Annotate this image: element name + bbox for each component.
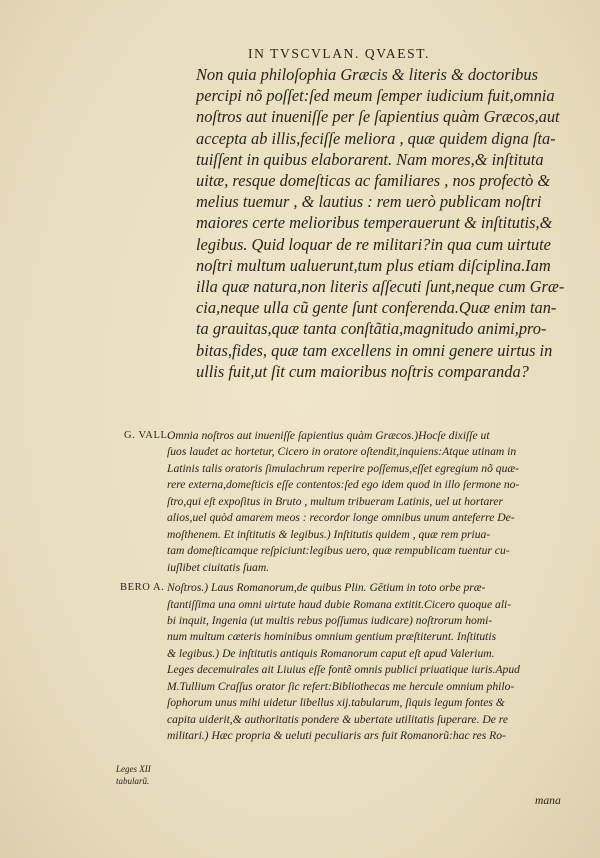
- main-text-line: legibus. Quid loquar de re militari?in qua cum uirtute: [196, 234, 551, 254]
- commentary-line: ſtantiſſima una omni uirtute haud dubie Romana extitit.Cicero quoque ali-: [167, 597, 512, 611]
- commentary-block: [167, 428, 580, 745]
- commentary-line: Latinis talis oratoris ſimulachrum reperire poſſemus,eſſet egregium nõ quæ-: [167, 461, 519, 475]
- main-text-line: ta grauitas,quæ tanta conſtãtia,magnitudo animi,pro-: [196, 319, 547, 339]
- commentary-line: rere externa,domeſticis eſſe contentos:ſed ego idem quod in illo ſermone no-: [167, 478, 520, 492]
- main-text-line: melius tuemur , & lautius : rem uerò publicam noſtri: [196, 192, 542, 212]
- main-text-line: uitæ, resque domeſticas ac familiares , nos profectò &: [196, 171, 551, 191]
- main-text-line: noſtros aut inueniſſe per ſe ſapientius quàm Græcos,aut: [196, 107, 560, 127]
- commentary-line: ſophorum unus mihi uidetur libellus xij.tabularum, ſiquis legum fontes &: [167, 696, 505, 710]
- main-text-line: noſtri multum ualuerunt,tum plus etiam diſciplina.Iam: [196, 255, 551, 275]
- main-text-block: [196, 64, 580, 382]
- catchword: mana: [535, 794, 561, 807]
- margin-note-line: Leges XII: [116, 764, 151, 774]
- commentator-label-beroa: BERO A.: [120, 582, 165, 593]
- main-text-line: maiores certe melioribus temperauerunt & inſtitutis,&: [196, 213, 553, 233]
- commentator-label-valla: G. VALL.: [124, 430, 171, 441]
- commentary-line: bi inquit, Ingenia (ut multis rebus poſſumus iudicare) noſtrorum homi-: [167, 613, 493, 627]
- commentary-line: Leges decemuirales ait Liuius eſſe fontẽ omnis publici priuatique iuris.Apud: [167, 663, 520, 677]
- main-text-line: cia,neque ulla cũ gente ſunt conferenda.Quæ enim tan-: [196, 298, 557, 318]
- commentary-line: alios,uel quòd amarem meos : recordor longe omnibus unum anteferre De-: [167, 511, 515, 525]
- margin-note-line: tabularũ.: [116, 776, 150, 786]
- commentary-line: tam domeſticamque reſpiciunt:legibus uero, quæ rempublicam tuentur cu-: [167, 544, 510, 558]
- commentary-line: ſtro,qui eſt expoſitus in Bruto , multum tribueram Latinis, uel ut hortarer: [167, 494, 504, 508]
- commentary-line: militari.) Hæc propria & ueluti peculiaris ars fuit Romanorũ:hac res Ro-: [167, 729, 506, 743]
- running-head: IN TVSCVLAN. QVAEST.: [248, 46, 431, 61]
- commentary-beroa: [167, 580, 580, 745]
- main-text-line: accepta ab illis,feciſſe meliora , quæ quidem digna ſta-: [196, 128, 556, 148]
- commentary-line: ſuos laudet ac hortetur, Cicero in oratore oſtendit,inquiens:Atque utinam in: [167, 445, 517, 459]
- commentary-line: & legibus.) De inſtitutis antiquis Romanorum caput eſt apud Valerium.: [167, 646, 495, 660]
- main-text-line: percipi nõ poſſet:ſed meum ſemper iudicium fuit,omnia: [196, 86, 555, 106]
- main-text-line: bitas,fides, quæ tam excellens in omni genere uirtus in: [196, 340, 553, 360]
- main-text-line: Non quia philoſophia Græcis & literis & doctoribus: [196, 65, 538, 84]
- main-text-line: ullis fuit,ut ſit cum maioribus noſtris comparanda?: [196, 361, 529, 381]
- commentary-line: Omnia noſtros aut inueniſſe ſapientius quàm Græcos.)Hocſe dixiſſe ut: [167, 429, 490, 442]
- commentary-line: Noſtros.) Laus Romanorum,de quibus Plin. Gētium in toto orbe præ-: [167, 581, 486, 595]
- margin-note: [116, 763, 151, 787]
- commentary-line: num multum cæteris hominibus omnium gentium præſtiterunt. Inſtitutis: [167, 630, 497, 644]
- commentary-valla: [167, 428, 580, 576]
- commentary-line: M.Tullium Craſſus orator ſic refert:Bibliothecas me hercule omnium philo-: [167, 679, 515, 693]
- commentary-line: capita uiderit,& authoritatis pondere & ubertate utilitatis ſuperare. De re: [167, 712, 509, 726]
- commentary-line: moſthenem. Et inſtitutis & legibus.) Inſtitutis quidem , quæ rem priua-: [167, 527, 491, 541]
- main-text-line: tuiſſent in quibus elaborarent. Nam mores,& inſtituta: [196, 149, 544, 169]
- commentary-line: iuſlibet ciuitatis ſuam.: [167, 560, 270, 574]
- main-text-line: illa quæ natura,non literis aſſecuti ſunt,neque cum Græ-: [196, 277, 565, 297]
